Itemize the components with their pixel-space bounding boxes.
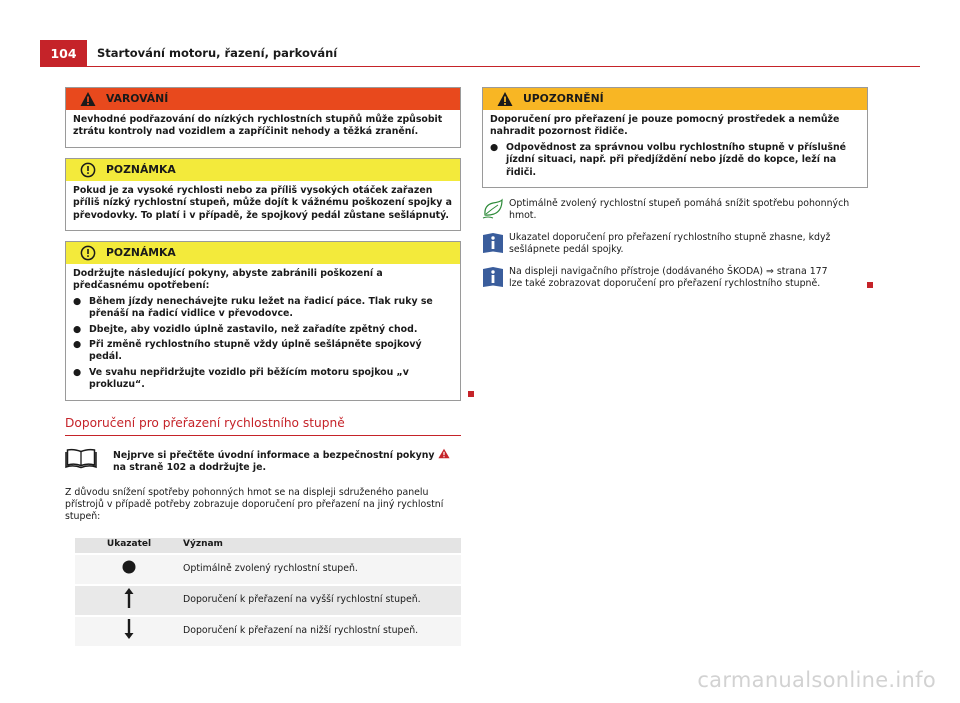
list-item: ● Ve svahu nepřidržujte vozidlo při běžícím motoru spojkou „v prokluzu“. bbox=[73, 366, 409, 391]
info-text-1: Ukazatel doporučení pro přeřazení rychlostního stupně zhasne, když sešlápnete pedál spojky. bbox=[509, 231, 831, 256]
note-header-1 bbox=[66, 159, 460, 181]
read-first-text: Nejprve si přečtěte úvodní informace a bezpečnostní pokyny na straně 102 a dodržujte je. bbox=[113, 448, 461, 475]
note-intro-2: Dodržujte následující pokyny, abyste zabránili poškození a předčasnému opotřebení: bbox=[73, 268, 383, 292]
filled-circle-icon bbox=[122, 560, 136, 574]
warning-triangle-icon bbox=[497, 91, 513, 107]
info-note-2 bbox=[482, 266, 868, 291]
warning-title: VAROVÁNÍ bbox=[106, 91, 169, 105]
info-icon bbox=[482, 266, 504, 288]
page-number: 104 bbox=[40, 40, 87, 67]
warning-header bbox=[66, 88, 460, 110]
table-row: Doporučení k přeřazení na nižší rychlostní stupeň. bbox=[75, 617, 461, 646]
warning-body bbox=[66, 110, 460, 147]
note-body-2 bbox=[66, 264, 460, 400]
info-text-2: Na displeji navigačního přístroje (dodávaného ŠKODA) ⇒ strana 177 lze také zobrazovat doporučení pro přeřazení rychlostního stupně. bbox=[509, 265, 828, 290]
note-header-2 bbox=[66, 242, 460, 264]
list-item: ● Odpovědnost za správnou volbu rychlostního stupně v příslušné jízdní situaci, např. při předjíždění nebo jízdě do kopce, leží na řidiči. bbox=[490, 141, 847, 178]
end-of-section-mark bbox=[468, 391, 474, 397]
exclamation-circle-icon bbox=[80, 245, 96, 261]
eco-tip bbox=[482, 198, 868, 223]
info-icon bbox=[482, 232, 504, 254]
note-box-2 bbox=[65, 241, 461, 401]
note-title-1: POZNÁMKA bbox=[106, 162, 176, 176]
open-book-icon bbox=[65, 448, 97, 470]
list-item: ● Dbejte, aby vozidlo úplně zastavilo, než zařadíte zpětný chod. bbox=[73, 323, 418, 335]
caution-title: UPOZORNĚNÍ bbox=[523, 91, 604, 105]
table-row: Doporučení k přeřazení na vyšší rychlostní stupeň. bbox=[75, 586, 461, 615]
page-header bbox=[40, 40, 920, 67]
eco-tip-text: Optimálně zvolený rychlostní stupeň pomáhá snížit spotřebu pohonných hmot. bbox=[509, 198, 850, 222]
intro-paragraph: Z důvodu snížení spotřeby pohonných hmot se na displeji sdruženého panelu přístrojů v případě potřeby zobrazuje doporučení pro přeřazení na jiný rychlostní stupeň: bbox=[65, 486, 444, 523]
table-row: Optimálně zvolený rychlostní stupeň. bbox=[75, 555, 461, 584]
caution-header bbox=[483, 88, 867, 110]
warning-box bbox=[65, 87, 461, 148]
caution-intro: Doporučení pro přeřazení je pouze pomocný prostředek a nemůže nahradit pozornost řidiče. bbox=[490, 114, 840, 138]
left-column bbox=[65, 87, 461, 646]
exclamation-circle-icon bbox=[80, 162, 96, 178]
chapter-title: Startování motoru, řazení, parkování bbox=[97, 46, 338, 60]
arrow-down-icon bbox=[124, 619, 134, 639]
note-text-1: Pokud je za vysoké rychlosti nebo za příliš vysokých otáček zařazen příliš nízký rychlostní stupeň, může dojít k vážnému poškození spojky a převodovky. To platí i v případě, že spojkový pedál zůstane sešlápnutý. bbox=[73, 184, 452, 221]
section-title: Doporučení pro přeřazení rychlostního stupně bbox=[65, 415, 461, 436]
warning-text: Nevhodné podřazování do nízkých rychlostních stupňů může způsobit ztrátu kontroly nad vozidlem a zapříčinit nehody a těžká zranění. bbox=[73, 114, 443, 138]
caution-box bbox=[482, 87, 868, 188]
indicator-table bbox=[75, 538, 461, 646]
warning-triangle-icon bbox=[80, 91, 96, 107]
watermark: carmanualsonline.info bbox=[697, 668, 936, 693]
caution-body bbox=[483, 110, 867, 187]
list-item: ● Během jízdy nenechávejte ruku ležet na řadicí páce. Tlak ruky se přenáší na řadicí vidlice v převodovce. bbox=[73, 295, 433, 320]
note-box-1 bbox=[65, 158, 461, 231]
header-rule bbox=[87, 66, 920, 67]
read-first-note bbox=[65, 448, 461, 475]
table-header-row bbox=[75, 538, 461, 553]
note-body-1 bbox=[66, 181, 460, 230]
arrow-up-icon bbox=[124, 588, 134, 608]
warning-triangle-icon bbox=[438, 448, 450, 459]
right-column bbox=[482, 87, 868, 290]
column-header-meaning: Význam bbox=[183, 538, 461, 553]
column-header-indicator: Ukazatel bbox=[75, 538, 183, 553]
note-title-2: POZNÁMKA bbox=[106, 245, 176, 259]
end-of-section-mark bbox=[867, 282, 873, 288]
eco-leaf-icon bbox=[482, 198, 504, 220]
list-item: ● Při změně rychlostního stupně vždy úplně sešlápněte spojkový pedál. bbox=[73, 339, 422, 363]
info-note-1 bbox=[482, 232, 868, 257]
